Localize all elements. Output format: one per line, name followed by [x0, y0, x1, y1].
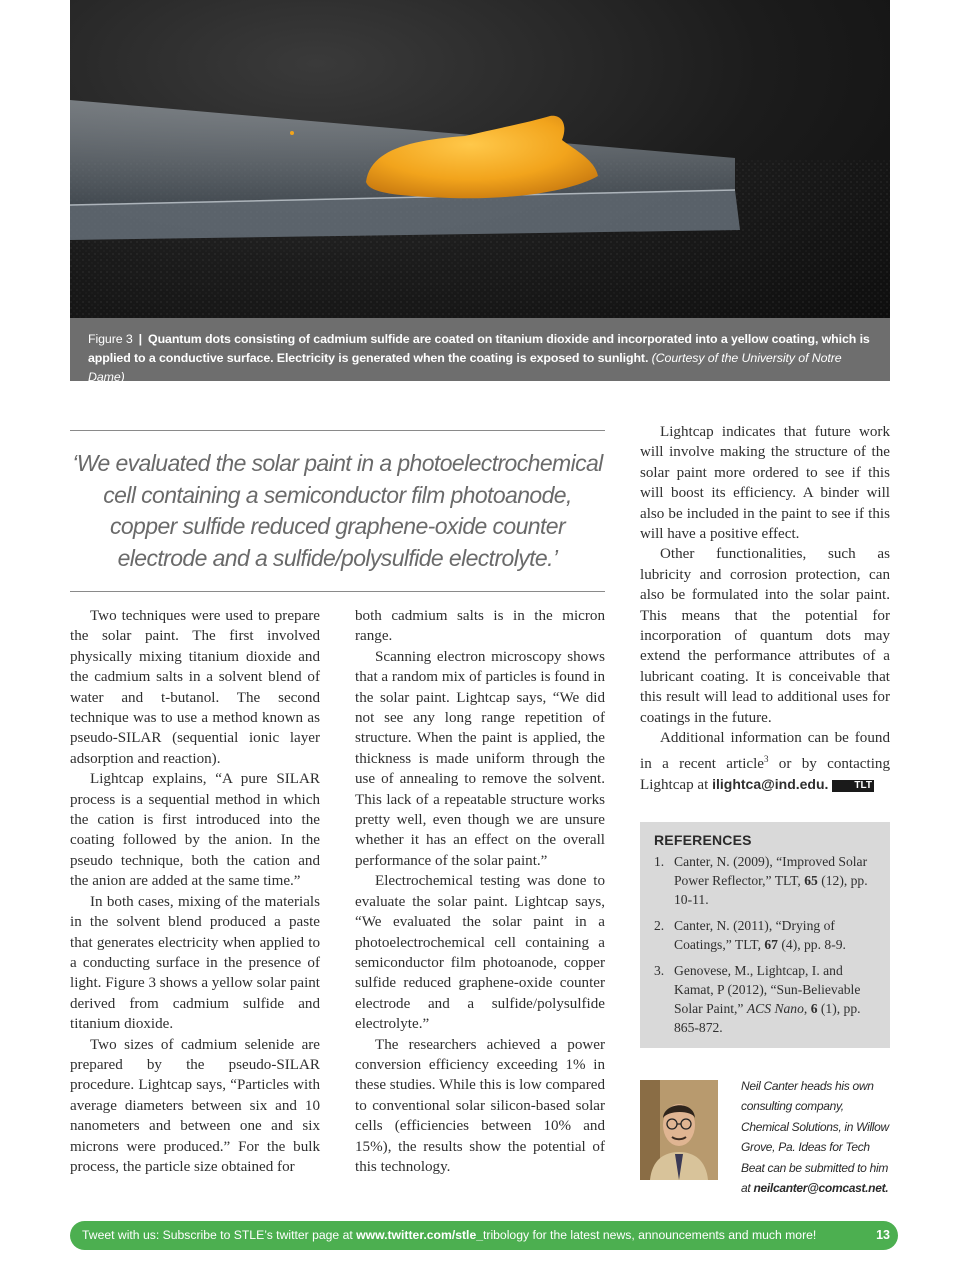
- footer-text-after: tribology for the latest news, announcements and much more!: [483, 1228, 817, 1242]
- paragraph: The researchers achieved a power conversion efficiency exceeding 1% in these studies. While this is low compared to conventional solar silicon-based solar cells (efficiencies between 10% and 15%), the results show the potential of this technology.: [355, 1036, 605, 1175]
- twitter-footer-bar: [70, 1221, 898, 1250]
- caption-separator: |: [138, 332, 143, 346]
- paragraph: In both cases, mixing of the materials in the solvent blend produced a paste that generates electricity when applied to a conducting surface in the presence of light. Figure 3 shows a yellow solar paint derived from cadmium sulfide and titanium dioxide.: [70, 893, 320, 1033]
- closing-paragraph: Additional information can be found in a recent article$^3$ or by contacting Lightcap at ilightca@ind.edu. TLT: [640, 730, 890, 793]
- figure-caption: [70, 318, 890, 384]
- page-number: 13: [876, 1228, 890, 1242]
- author-photo: [640, 1080, 718, 1180]
- author-bio: Neil Canter heads his own consulting company, Chemical Solutions, in Willow Grove, Pa. Ideas for Tech Beat can be submitted to him at neilcanter@comcast.net.: [741, 1079, 889, 1196]
- author-email-link[interactable]: neilcanter@comcast.net.: [753, 1181, 889, 1196]
- twitter-link[interactable]: www.twitter.com/stle_: [356, 1228, 483, 1242]
- paragraph: Scanning electron microscopy shows that a random mix of particles is found in the solar paint. Lightcap says, “We did not see any long range repetition of structure. When the paint is applied, the thickness is made uniform through the use of annealing to remove the solvent. This lack of a repeatable structure works pretty well, even though we are unsure whether it has an effect on the overall performance of the solar paint.”: [355, 648, 605, 869]
- article-column-3: [640, 422, 890, 795]
- footer-text: Tweet with us: Subscribe to STLE’s twitter page at: [82, 1228, 357, 1242]
- pullquote-top-rule: [70, 430, 605, 431]
- caption-credit: (Courtesy of the University of Notre Dame): [88, 351, 842, 384]
- caption-text: Quantum dots consisting of cadmium sulfide are coated on titanium dioxide and incorporated into a yellow coating, which is applied to a conductive surface. Electricity is generated when the coating is exposed to sunlight.: [88, 332, 870, 365]
- reference-item: 3. Genovese, M., Lightcap, I. and Kamat, P (2012), “Sun-Believable Solar Paint,” ACS Nano, 6 (1), pp. 865-872.: [654, 963, 861, 1035]
- solar-paint-illustration: [70, 0, 890, 318]
- paragraph: Lightcap indicates that future work will involve making the structure of the solar paint more ordered to see if this will boost its efficiency. A binder will also be included in the paint to see if this will have a positive effect.: [640, 424, 890, 543]
- reference-item: 2. Canter, N. (2011), “Drying of Coatings,” TLT, 67 (4), pp. 8-9.: [654, 918, 846, 952]
- paragraph: Other functionalities, such as lubricity and corrosion protection, can also be formulated into the solar paint. This means that the potential for incorporation of quantum dots may extend the performance attributes of a lubricant coating. It is conceivable that this result will lead to additional uses for coatings in the future.: [640, 546, 890, 726]
- article-column-1: [70, 606, 320, 1177]
- references-heading: REFERENCES: [654, 832, 752, 848]
- paragraph: Electrochemical testing was done to evaluate the solar paint. Lightcap says, “We evaluated the solar paint in a photoelectrochemical cell containing a semiconductor film photoanode, copper sulfide reduced graphene-oxide counter electrode and a sulfide/polysulfide electrolyte.”: [355, 873, 605, 1033]
- paragraph: Two sizes of cadmium selenide are prepared by the pseudo-SILAR procedure. Lightcap says, “Particles with average diameters between six and 10 nanometers and between one and six microns were produced.” For the bulk process, the particle size obtained for: [70, 1036, 320, 1175]
- paragraph: Lightcap explains, “A pure SILAR process is a sequential method in which the cation is first introduced into the coating followed by the anion. In the pseudo technique, both the cation and the anion are added at the same time.”: [70, 771, 320, 890]
- author-portrait: [640, 1080, 718, 1180]
- footnote-ref[interactable]: 3: [763, 753, 769, 764]
- yellow-solar-paint: [366, 116, 598, 199]
- tlt-end-mark: TLT: [832, 780, 874, 792]
- figure-label: Figure 3: [88, 332, 133, 346]
- article-column-2: [355, 606, 605, 1177]
- paragraph: both cadmium salts is in the micron range.: [355, 608, 605, 645]
- references-list: [654, 852, 876, 1037]
- pull-quote: ‘We evaluated the solar paint in a photoelectrochemical cell containing a semiconductor film photoanode, copper sulfide reduced graphene-oxide counter electrode and a sulfide/polysulfide electrolyte.’: [72, 450, 603, 571]
- references-box: [640, 822, 890, 1048]
- figure-photo: [70, 0, 890, 318]
- reference-item: 1. Canter, N. (2009), “Improved Solar Power Reflector,” TLT, 65 (12), pp. 10-11.: [654, 854, 868, 907]
- paragraph: Two techniques were used to prepare the solar paint. The first involved physically mixing titanium dioxide and the cadmium salts in a solvent blend of water and t-butanol. The second technique was to use a method known as pseudo-SILAR (sequential ionic layer adsorption and reaction).: [70, 608, 320, 767]
- lightcap-email-link[interactable]: ilightca@ind.edu.: [712, 775, 829, 792]
- pullquote-bottom-rule: [70, 591, 605, 592]
